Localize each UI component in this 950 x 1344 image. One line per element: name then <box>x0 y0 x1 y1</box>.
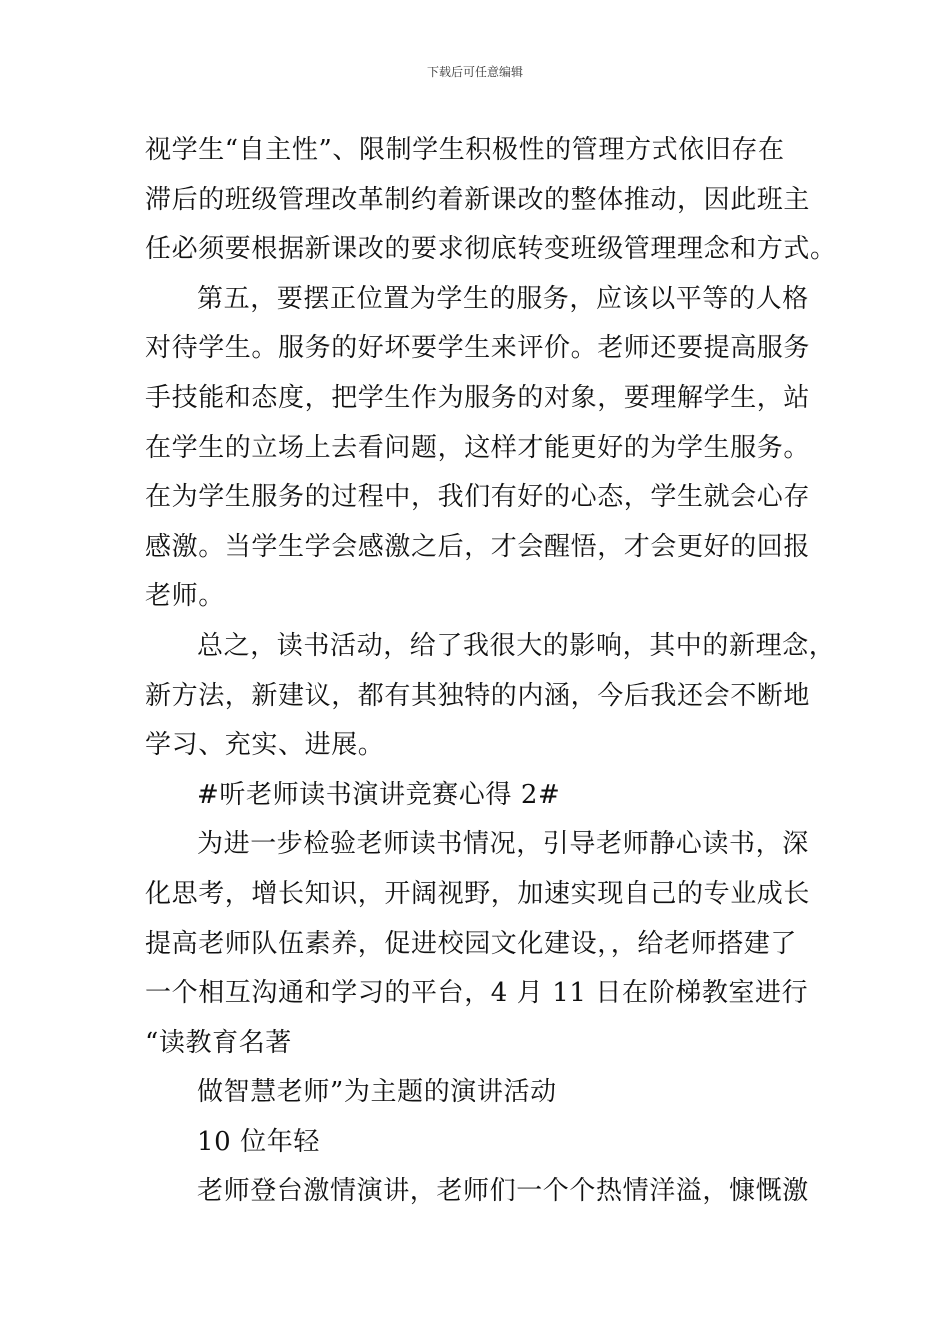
text-line: 对待学生。服务的好坏要学生来评价。老师还要提高服务 <box>145 333 811 364</box>
document-body <box>145 126 835 1217</box>
text-line: “读教育名著 <box>145 1027 292 1058</box>
text-line: 第五，要摆正位置为学生的服务，应该以平等的人格 <box>197 283 809 314</box>
text-line: 为进一步检验老师读书情况，引导老师静心读书，深 <box>197 829 809 860</box>
text-line: 在学生的立场上去看问题，这样才能更好的为学生服务。 <box>145 432 811 463</box>
page-header: 下载后可任意编辑 <box>426 65 523 79</box>
text-line: 提高老师队伍素养，促进校园文化建设，，给老师搭建了 <box>145 928 798 959</box>
text-line: 在为学生服务的过程中，我们有好的心态，学生就会心存 <box>145 482 811 513</box>
section-heading: #听老师读书演讲竞赛心得 2# <box>197 779 561 810</box>
text-line: 滞后的班级管理改革制约着新课改的整体推动，因此班主 <box>145 184 811 215</box>
text-line: 视学生“自主性”、限制学生积极性的管理方式依旧存在 <box>145 135 785 165</box>
text-line: 任必须要根据新课改的要求彻底转变班级管理理念和方式。 <box>145 234 837 265</box>
text-line: 一个相互沟通和学习的平台，4 月 11 日在阶梯教室进行 <box>145 978 809 1009</box>
text-line: 老师登台激情演讲，老师们一个个热情洋溢，慷慨激 <box>197 1176 809 1207</box>
text-line: 做智慧老师”为主题的演讲活动 <box>197 1077 557 1108</box>
text-line: 手技能和态度，把学生作为服务的对象，要理解学生，站 <box>145 382 811 413</box>
text-line: 新方法，新建议，都有其独特的内涵，今后我还会不断地 <box>145 680 811 711</box>
text-line: 化思考，增长知识，开阔视野，加速实现自己的专业成长 <box>145 878 811 909</box>
text-line: 老师。 <box>145 581 225 612</box>
text-line: 感激。当学生学会感激之后，才会醒悟，才会更好的回报 <box>145 531 811 562</box>
text-line: 学习、充实、进展。 <box>145 730 385 761</box>
text-line: 总之，读书活动，给了我很大的影响，其中的新理念， <box>197 630 836 661</box>
text-line: 10 位年轻 <box>197 1126 320 1157</box>
